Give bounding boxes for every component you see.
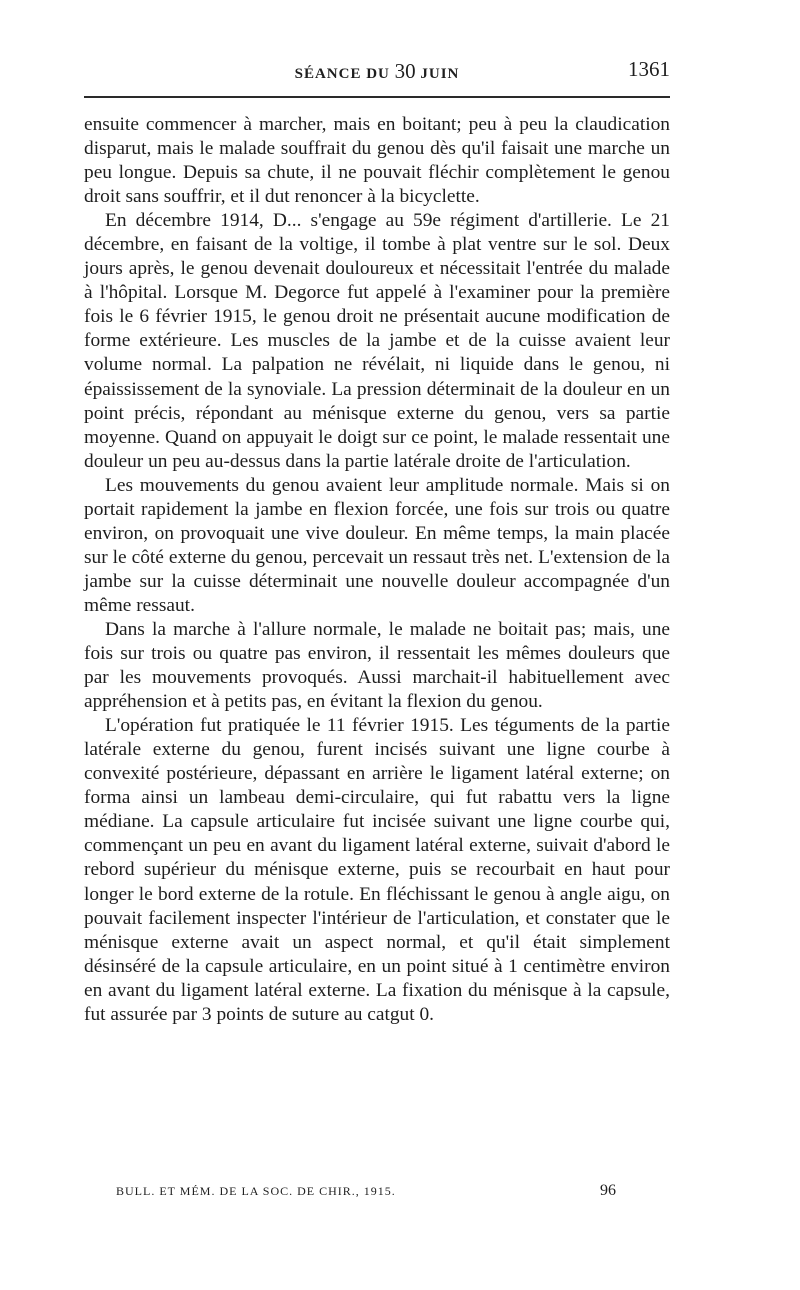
running-title-suffix: JUIN	[420, 66, 460, 82]
header-rule	[84, 96, 670, 98]
running-head	[84, 57, 670, 85]
running-title	[84, 59, 670, 84]
footer-signature-mark: 96	[600, 1182, 616, 1199]
page-number: 1361	[628, 57, 670, 81]
page-footer	[116, 1184, 616, 1204]
running-title-day: 30	[394, 59, 416, 83]
paragraph-1: ensuite commencer à marcher, mais en boitant; peu à peu la claudication disparut, mais le malade souffrait du genou dès qu'il faisait une marche un peu longue. Depuis sa chute, il ne pouvait fléchir complètement le genou droit sans souffrir, et il dut renoncer à la bicyclette.	[84, 114, 670, 208]
paragraph-2: En décembre 1914, D... s'engage au 59e régiment d'artillerie. Le 21 décembre, en faisant de la voltige, il tombe à plat ventre sur le sol. Deux jours après, le genou devenait douloureux et nécessitait l'entrée du malade à l'hôpital. Lorsque M. Degorce fut appelé à l'examiner pour la première fois le 6 février 1915, le genou droit ne présentait aucune modification de forme extérieure. Les muscles de la jambe et de la cuisse avaient leur volume normal. La palpation ne révélait, ni liquide dans le genou, ni épaississement de la synoviale. La pression déterminait de la douleur en un point précis, répondant au ménisque externe du genou, vers sa partie moyenne. Quand on appuyait le doigt sur ce point, le malade ressentait une douleur un peu au-dessus dans la partie latérale droite de l'articulation.	[84, 210, 670, 472]
footer-citation: BULL. ET MÉM. DE LA SOC. DE CHIR., 1915.	[116, 1184, 396, 1198]
paragraph-5: L'opération fut pratiquée le 11 février 1915. Les téguments de la partie latérale externe du genou, furent incisés suivant une ligne courbe à convexité postérieure, dépassant en arrière le ligament latéral externe; on forma ainsi un lambeau demi-circulaire, qui fut rabattu vers la ligne médiane. La capsule articulaire fut incisée suivant une ligne courbe qui, commençant un peu en avant du ligament latéral externe, suivait d'abord le rebord supérieur du ménisque externe, puis se recourbait en haut pour longer le bord externe de la rotule. En fléchissant le genou à angle aigu, on pouvait facilement inspecter l'intérieur de l'articulation, et constater que le ménisque externe avait un aspect normal, et qu'il était simplement désinséré de la capsule articulaire, en un point situé à 1 centimètre environ en avant du ligament latéral externe. La fixation du ménisque à la capsule, fut assurée par 3 points de suture au catgut 0.	[84, 715, 670, 1025]
running-title-prefix: SÉANCE DU	[294, 66, 390, 82]
paragraph-4: Dans la marche à l'allure normale, le malade ne boitait pas; mais, une fois sur trois ou quatre pas environ, il ressentait les mêmes douleurs que par les mouvements provoqués. Aussi marchait-il habituellement avec appréhension et à petits pas, en évitant la flexion du genou.	[84, 618, 670, 713]
paragraph-3: Les mouvements du genou avaient leur amplitude normale. Mais si on portait rapidement la jambe en flexion forcée, une fois sur trois ou quatre environ, on provoquait une vive douleur. En même temps, la main placée sur le côté externe du genou, percevait un ressaut très net. L'extension de la jambe sur la cuisse déterminait une nouvelle douleur accompagnée d'un même ressaut.	[84, 474, 670, 616]
body-text	[84, 113, 670, 1027]
